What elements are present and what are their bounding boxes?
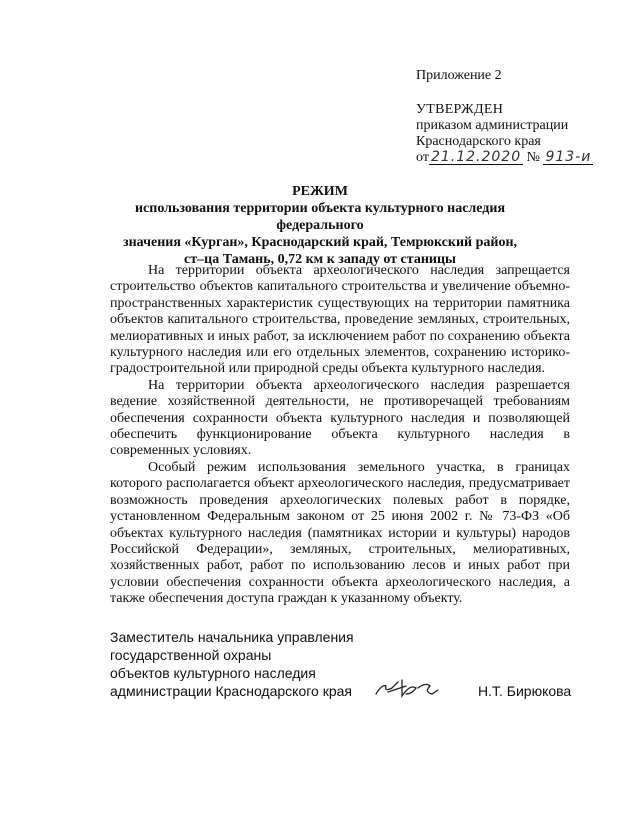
approved-by-line-1: приказом администрации [416, 118, 569, 133]
signatory-name: Н.Т. Бирюкова [478, 683, 572, 699]
order-date-number [416, 150, 616, 166]
signatory-last-line [110, 682, 580, 700]
approved-label: УТВЕРЖДЕН [416, 102, 504, 117]
signatory-position-line-3: объектов культурного наследия [110, 665, 316, 681]
appendix-label: Приложение 2 [416, 68, 502, 83]
order-date: 21.12.2020 [430, 149, 522, 165]
title-line-2: значения «Курган», Краснодарский край, Темрюкский район, [122, 235, 518, 250]
approved-by-line-2: Краснодарского края [416, 134, 541, 149]
order-number: 913-и [545, 149, 592, 165]
title-heading: РЕЖИМ [292, 184, 348, 199]
document-title [100, 183, 540, 268]
signature-block [110, 628, 580, 700]
document-body [110, 263, 570, 608]
handwritten-signature [372, 676, 442, 702]
approval-block [416, 68, 616, 166]
paragraph-3: Особый режим использования земельного участка, в границах которого располагается объект археологического наследия, предусматривает возможность проведения археологических полевых работ в порядке, установленном Федеральным законом от 25 июня 2002 г. № 73-ФЗ «Об объектах культурного наследия (памятниках истории и культуры) народов Российской Федерации», земляных, строительных, мелиоративных, хозяйственных работ, работ по использованию лесов и иных работ при условии обеспечения сохранности объекта археологического наследия, а также обеспечения доступа граждан к указанному объекту. [110, 459, 570, 607]
signatory-position-line-2: государственной охраны [110, 647, 272, 663]
signatory-position-line-1: Заместитель начальника управления [110, 629, 354, 645]
title-line-3: ст–ца Тамань, 0,72 км к западу от станицы [184, 252, 456, 267]
paragraph-1: На территории объекта археологического наследия запрещается строительство объектов капитального строительства и увеличение объемно-пространственных характеристик существующих на территории памятника объектов капитального строительства, проведение земляных, строительных, мелиоративных и иных работ, за исключением работ по сохранению объекта культурного наследия или его отдельных элементов, сохранению историко-градостроительной или природной среды объекта культурного наследия. [110, 263, 570, 377]
signatory-position-line-4: администрации Краснодарского края [110, 683, 352, 699]
paragraph-2: На территории объекта археологического наследия разрешается ведение хозяйственной деятельности, не противоречащей требованиям обеспечения сохранности объекта культурного наследия и позволяющей обеспечить функционирование объекта культурного наследия в современных условиях. [110, 377, 570, 459]
number-prefix: № [526, 150, 540, 165]
title-line-1: использования территории объекта культурного наследия федерального [134, 201, 506, 233]
date-prefix: от [416, 150, 429, 165]
